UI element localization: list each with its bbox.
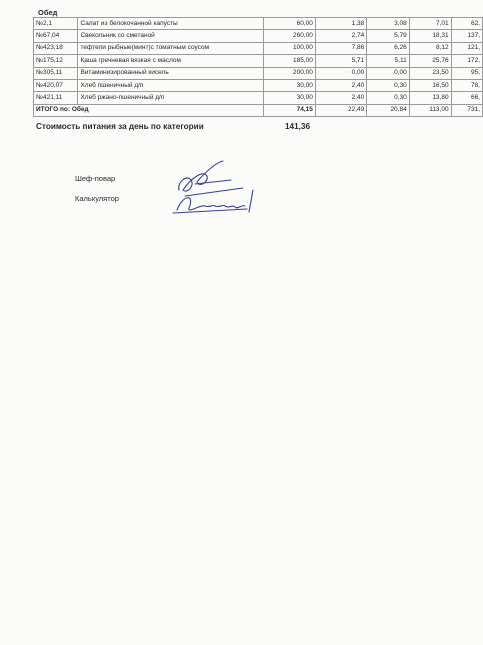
dish-code: №2,1	[34, 18, 78, 30]
total-row	[34, 104, 483, 116]
dish-name: Каша гречневая вязкая с маслом	[78, 55, 264, 67]
dish-proteins: 5,71	[315, 55, 366, 67]
total-carbs: 113,00	[409, 104, 451, 116]
daily-cost-label: Стоимость питания за день по категории	[36, 122, 204, 131]
dish-fats: 0,30	[367, 92, 409, 104]
dish-kcal: 172,	[451, 55, 482, 67]
dish-proteins: 2,40	[315, 79, 366, 91]
dish-carbs: 13,80	[409, 92, 451, 104]
total-kcal: 731,	[451, 104, 482, 116]
dish-carbs: 7,01	[409, 18, 451, 30]
total-price: 74,15	[264, 104, 316, 116]
dish-fats: 3,08	[367, 18, 409, 30]
dish-proteins: 2,74	[315, 30, 366, 42]
dish-name: Салат из белокочанной капусты	[78, 18, 264, 30]
handwritten-signature	[165, 160, 265, 216]
dish-kcal: 121,	[451, 42, 482, 54]
daily-cost-row	[33, 122, 473, 133]
dish-weight: 30,00	[264, 92, 316, 104]
dish-name: Витаминизированный кисель	[78, 67, 264, 79]
table-row	[34, 79, 483, 91]
table-row	[34, 30, 483, 42]
dish-code: №423,18	[34, 42, 78, 54]
dish-code: №67,04	[34, 30, 78, 42]
dish-kcal: 95,	[451, 67, 482, 79]
dish-carbs: 23,50	[409, 67, 451, 79]
table-row	[34, 67, 483, 79]
dish-proteins: 2,40	[315, 92, 366, 104]
dish-kcal: 66,	[451, 92, 482, 104]
dish-carbs: 16,50	[409, 79, 451, 91]
total-proteins: 22,49	[315, 104, 366, 116]
dish-kcal: 137,	[451, 30, 482, 42]
menu-table	[33, 17, 483, 117]
dish-code: №305,11	[34, 67, 78, 79]
daily-cost-value: 141,36	[285, 122, 311, 131]
dish-weight: 30,00	[264, 79, 316, 91]
dish-proteins: 7,86	[315, 42, 366, 54]
table-row	[34, 92, 483, 104]
section-title: Обед	[38, 8, 58, 17]
total-fats: 20,84	[367, 104, 409, 116]
dish-fats: 5,11	[367, 55, 409, 67]
dish-carbs: 8,12	[409, 42, 451, 54]
dish-carbs: 18,31	[409, 30, 451, 42]
dish-proteins: 0,00	[315, 67, 366, 79]
table-row	[34, 42, 483, 54]
dish-name: Хлеб ржано-пшеничный д/п	[78, 92, 264, 104]
table-row	[34, 18, 483, 30]
dish-weight: 100,00	[264, 42, 316, 54]
chef-label: Шеф-повар	[75, 174, 116, 183]
dish-carbs: 25,76	[409, 55, 451, 67]
dish-fats: 0,00	[367, 67, 409, 79]
dish-name: тефтели рыбные(минт)с томатным соусом	[78, 42, 264, 54]
dish-fats: 0,30	[367, 79, 409, 91]
dish-fats: 6,26	[367, 42, 409, 54]
dish-fats: 5,79	[367, 30, 409, 42]
dish-code: №175,12	[34, 55, 78, 67]
chef-signature-stroke	[179, 161, 243, 196]
table-row	[34, 55, 483, 67]
dish-name: Свекольник со сметаной	[78, 30, 264, 42]
calculator-label: Калькулятор	[75, 194, 119, 203]
dish-name: Хлеб пшеничный д/п	[78, 79, 264, 91]
calculator-signature-stroke	[173, 190, 253, 213]
dish-kcal: 78,	[451, 79, 482, 91]
total-label: ИТОГО по: Обед	[34, 104, 264, 116]
dish-weight: 260,00	[264, 30, 316, 42]
dish-code: №420,07	[34, 79, 78, 91]
dish-code: №421,11	[34, 92, 78, 104]
dish-proteins: 1,38	[315, 18, 366, 30]
dish-weight: 60,00	[264, 18, 316, 30]
dish-weight: 185,00	[264, 55, 316, 67]
dish-kcal: 62,	[451, 18, 482, 30]
dish-weight: 200,00	[264, 67, 316, 79]
